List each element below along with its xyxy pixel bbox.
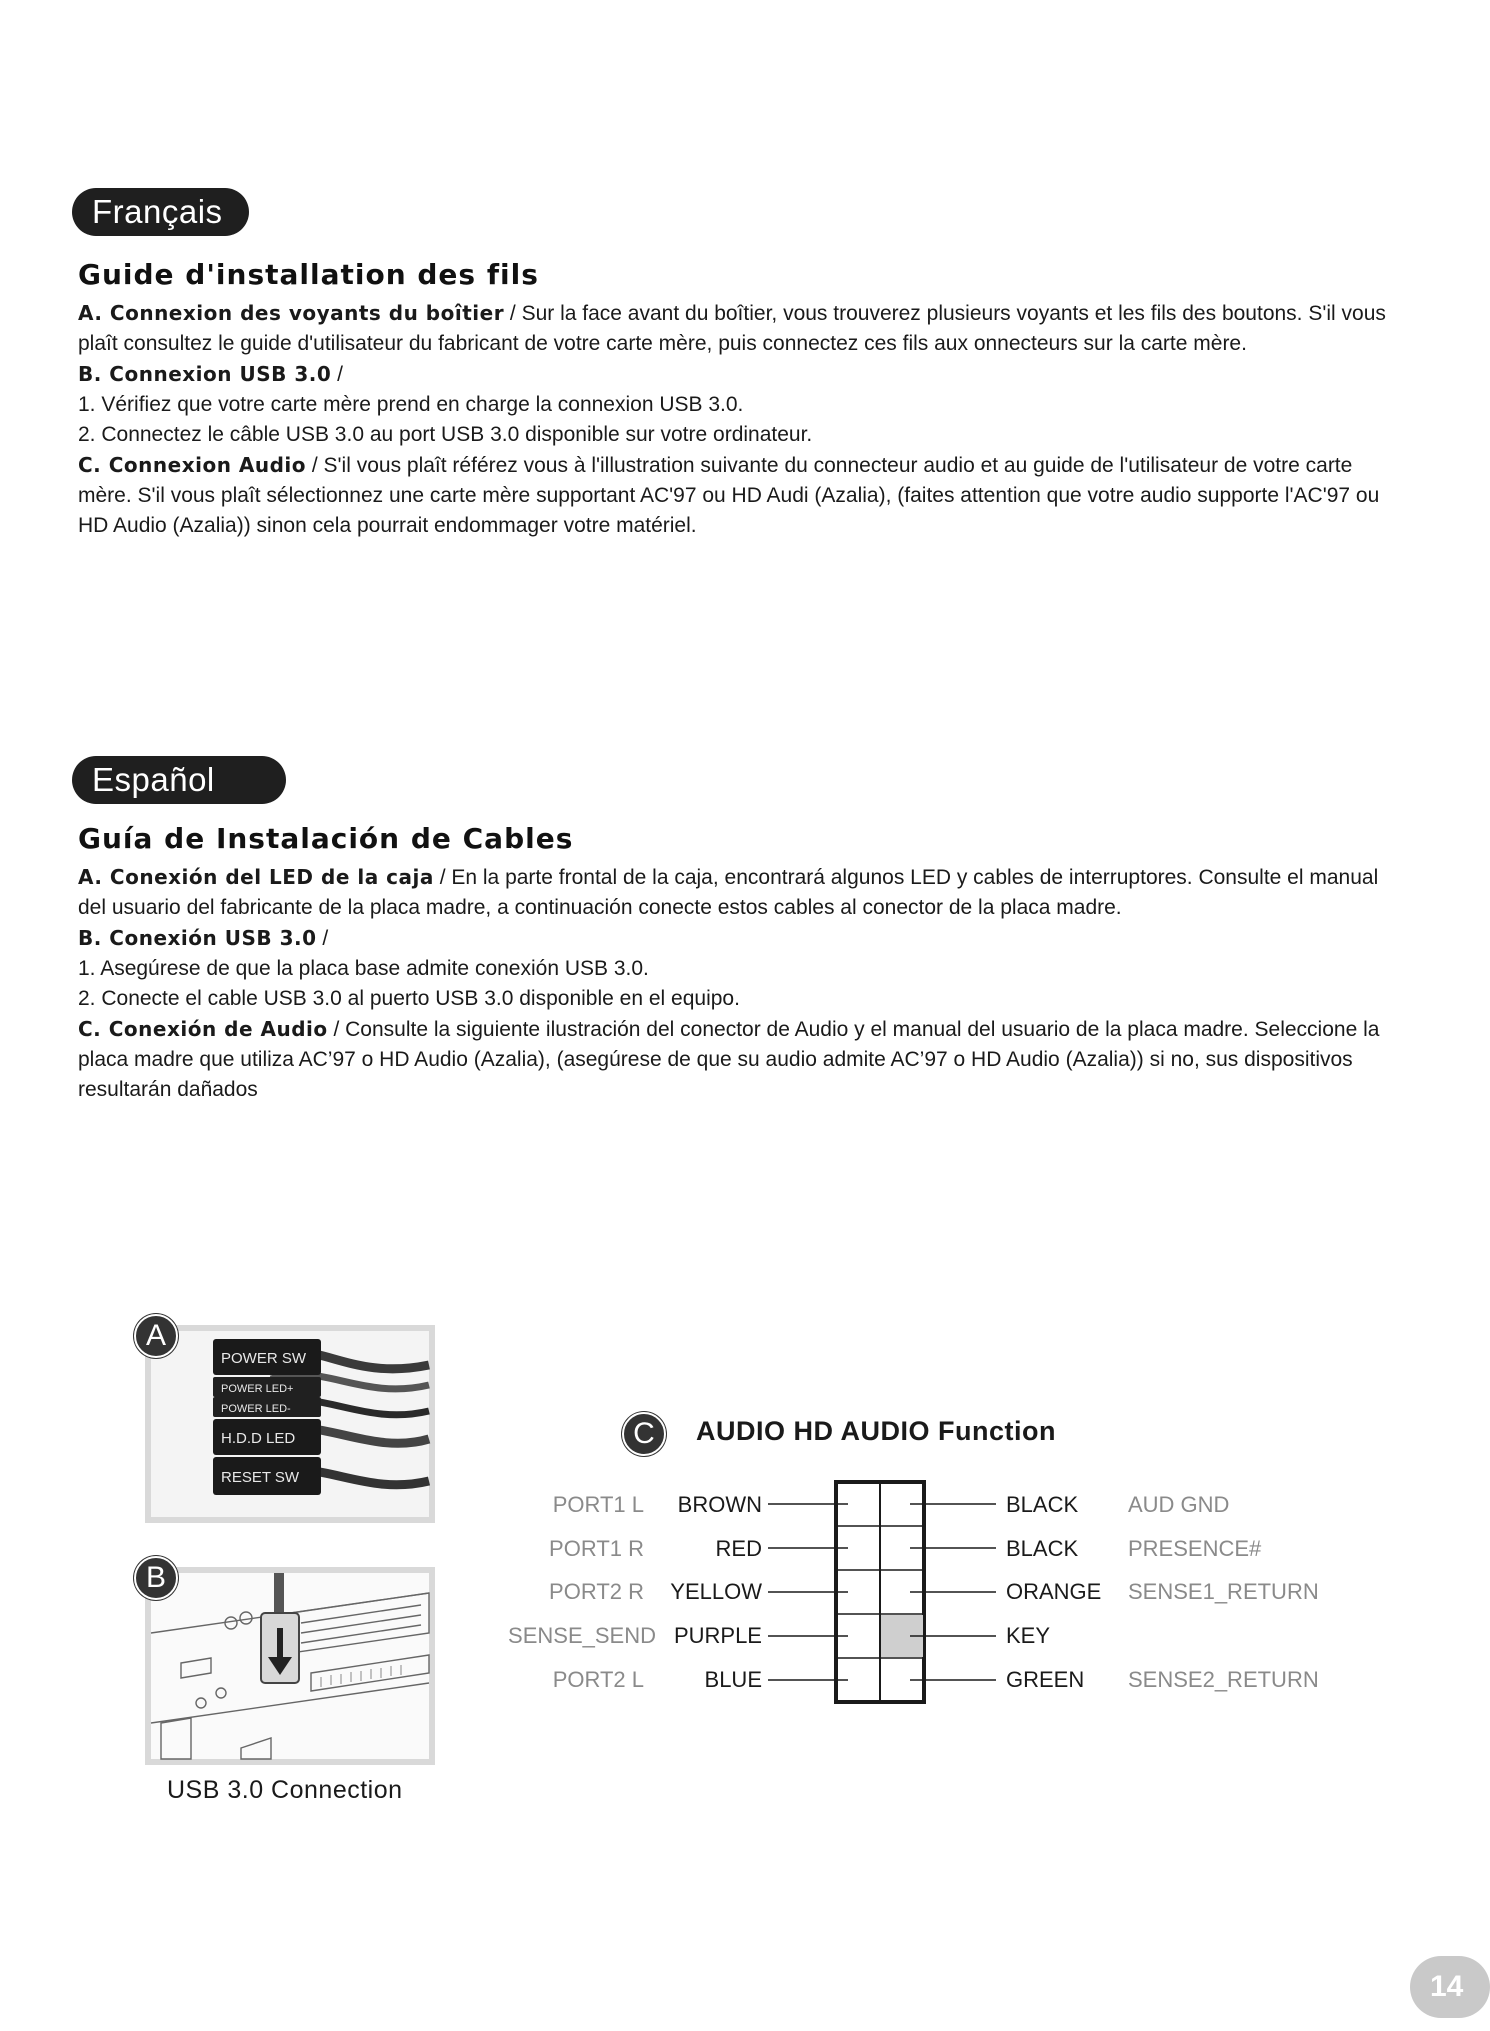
right-function: AUD GND (1128, 1492, 1230, 1517)
language-label-spanish: Español (72, 756, 286, 804)
instructions-spanish (78, 862, 1398, 1105)
badge-a: A (134, 1314, 178, 1358)
paragraph-c (78, 450, 1398, 541)
pin-row (0, 1577, 1451, 1607)
left-wire-color: YELLOW (670, 1579, 762, 1604)
right-function: PRESENCE# (1128, 1536, 1262, 1561)
text-c: / S'il vous plaît référez vous à l'illustration suivante du connecteur audio et au guide de l'utilisateur de votre carte mère. S'il vous plaît sélectionnez une carte mère supportant AC'97 ou HD Audi (Azalia), (faites attention que votre audio supporte l'AC'97 ou HD Audio (Azalia)) sinon cela pourrait endommager votre matériel. (78, 454, 1380, 537)
right-function: SENSE1_RETURN (1128, 1579, 1319, 1604)
badge-b: B (134, 1556, 178, 1600)
step-1: 1. Asegúrese de que la placa base admite conexión USB 3.0. (78, 957, 649, 980)
audio-title: AUDIO HD AUDIO Function (696, 1416, 1056, 1446)
heading-a: A. Conexión del LED de la caja (78, 865, 434, 889)
heading-a: A. Connexion des voyants du boîtier (78, 301, 505, 325)
step-1: 1. Vérifiez que votre carte mère prend en charge la connexion USB 3.0. (78, 393, 744, 416)
slash: / (331, 363, 343, 386)
pin-row (0, 1534, 1451, 1564)
led-label: POWER LED+ (221, 1383, 294, 1395)
usb-caption: USB 3.0 Connection (167, 1776, 403, 1804)
heading-c: C. Connexion Audio (78, 453, 307, 477)
pin-row (0, 1665, 1451, 1695)
left-function: SENSE_SEND (508, 1623, 656, 1648)
pin-row (0, 1490, 1451, 1520)
heading-b: B. Conexión USB 3.0 (78, 926, 317, 950)
right-wire-color: KEY (1006, 1623, 1051, 1648)
led-label: RESET SW (221, 1469, 300, 1486)
paragraph-a (78, 862, 1398, 923)
step-2: 2. Conecte el cable USB 3.0 al puerto USB 3.0 disponible en el equipo. (78, 987, 740, 1010)
right-wire-color: BLACK (1006, 1536, 1079, 1561)
right-wire-color: ORANGE (1006, 1579, 1102, 1604)
paragraph-c (78, 1014, 1398, 1105)
right-wire-color: GREEN (1006, 1667, 1085, 1692)
badge-c: C (622, 1412, 666, 1456)
language-label-french: Français (72, 188, 249, 236)
page-title-french: Guide d'installation des fils (78, 258, 539, 291)
instructions-french (78, 298, 1398, 541)
left-wire-color: PURPLE (673, 1623, 762, 1648)
led-label: POWER SW (221, 1350, 306, 1367)
page-number: 14 (1410, 1956, 1490, 2018)
left-function: PORT2 L (552, 1667, 644, 1692)
paragraph-b (78, 359, 1398, 390)
left-wire-color: BLUE (704, 1667, 762, 1692)
paragraph-a (78, 298, 1398, 359)
left-wire-color: BROWN (677, 1492, 762, 1517)
pin-row (0, 1621, 1451, 1651)
left-function: PORT1 L (552, 1492, 644, 1517)
heading-b: B. Connexion USB 3.0 (78, 362, 332, 386)
right-function: SENSE2_RETURN (1128, 1667, 1319, 1692)
led-label: POWER LED- (221, 1403, 291, 1415)
page-title-spanish: Guía de Instalación de Cables (78, 822, 574, 855)
right-wire-color: BLACK (1006, 1492, 1079, 1517)
slash: / (316, 927, 329, 950)
step-2: 2. Connectez le câble USB 3.0 au port USB 3.0 disponible sur votre ordinateur. (78, 423, 813, 446)
text-c: / Consulte la siguiente ilustración del conector de Audio y el manual del usuario de la placa madre. Seleccione la placa madre que utiliza AC’97 o HD Audio (Azalia), (asegúrese de que su audio admite AC’97 o HD Audio (Azalia)) si no, sus dispositivos resultarán dañados (78, 1018, 1380, 1101)
heading-c: C. Conexión de Audio (78, 1017, 328, 1041)
left-wire-color: RED (715, 1536, 762, 1561)
text-a: / Sur la face avant du boîtier, vous trouverez plusieurs voyants et les fils des boutons. S'il vous plaît consultez le guide d'utilisateur du fabricant de votre carte mère, puis connectez ces fils aux onnecteurs sur la carte mère. (78, 302, 1386, 355)
text-a: / En la parte frontal de la caja, encontrará algunos LED y cables de interruptores. Consulte el manual del usuario del fabricante de la placa madre, a continuación conecte estos cables al conector de la placa madre. (78, 866, 1379, 919)
left-function: PORT2 R (549, 1579, 644, 1604)
left-function: PORT1 R (549, 1536, 644, 1561)
led-label: H.D.D LED (221, 1430, 296, 1447)
paragraph-b (78, 923, 1398, 954)
